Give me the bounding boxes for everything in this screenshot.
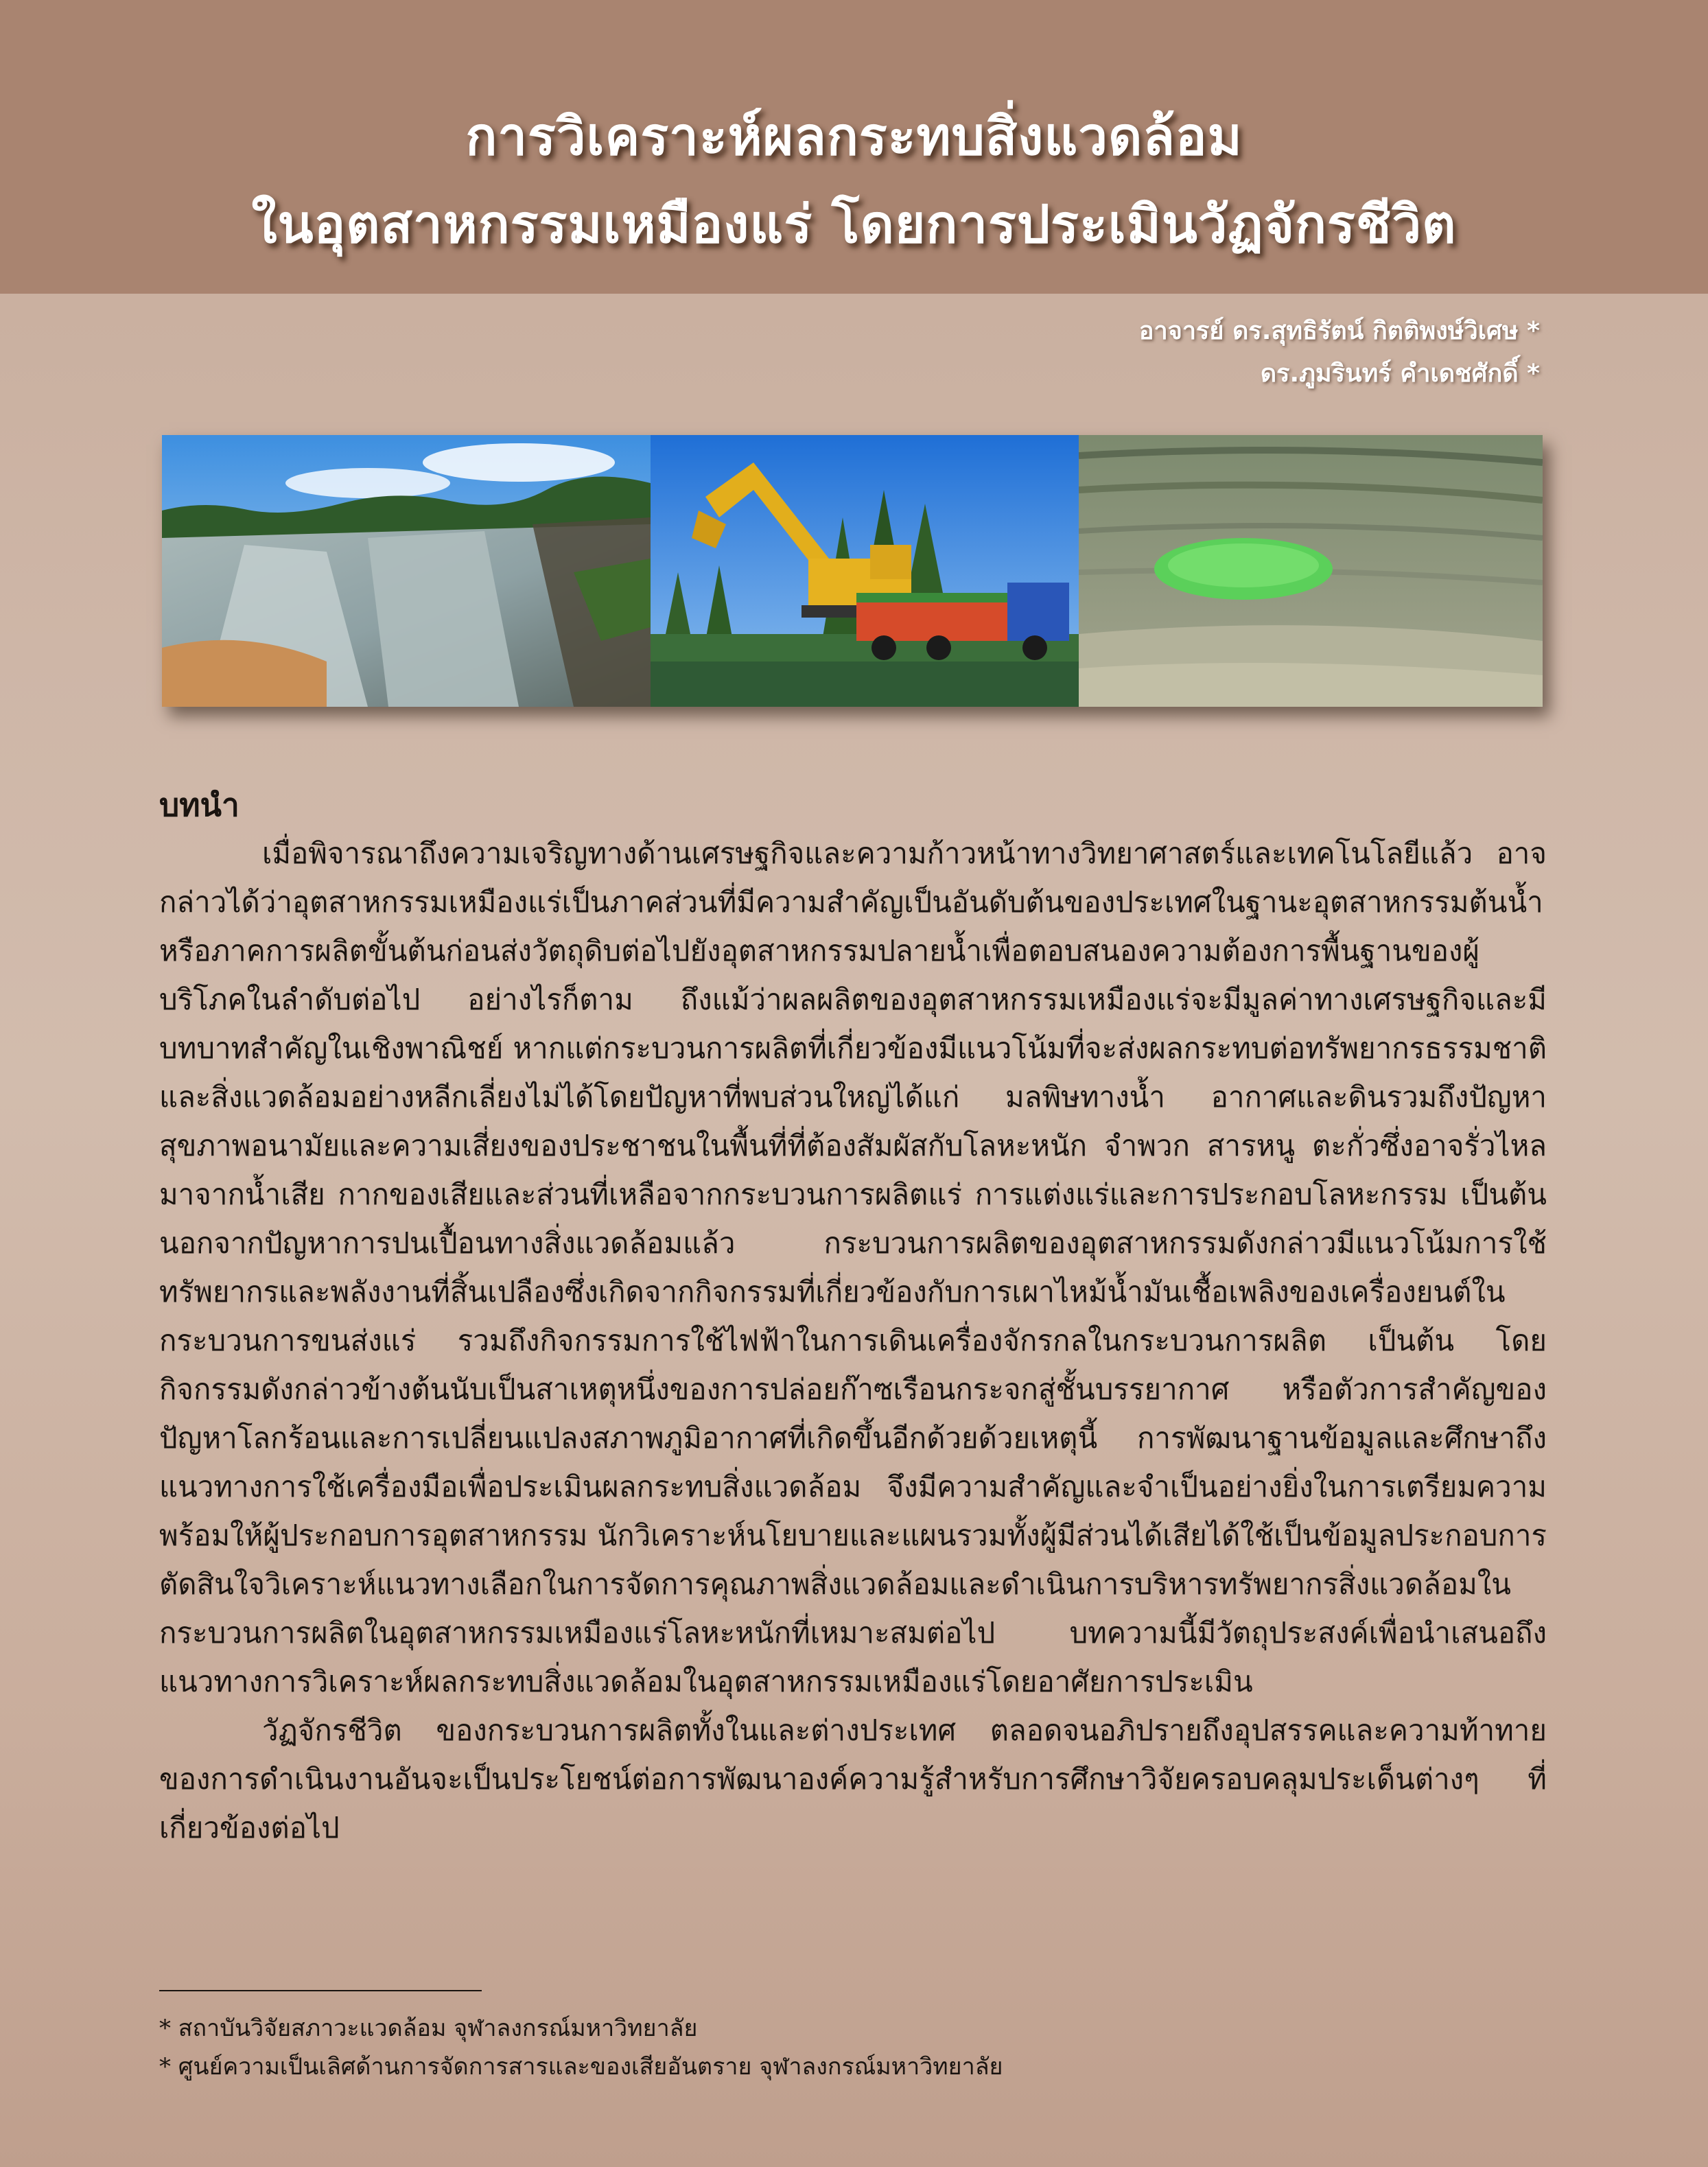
footnote-divider <box>159 1990 482 1991</box>
footnote-1: * สถาบันวิจัยสภาวะแวดล้อม จุฬาลงกรณ์มหาวิทยาลัย <box>159 2015 698 2042</box>
author-1: อาจารย์ ดร.สุทธิรัตน์ กิตติพงษ์วิเศษ * <box>1138 317 1540 345</box>
title-line-1: การวิเคราะห์ผลกระทบสิ่งแวดล้อม <box>465 106 1243 167</box>
author-2: ดร.ภูมรินทร์ คำเดชศักดิ์ * <box>1260 360 1540 388</box>
footnotes <box>159 1990 1257 2086</box>
article-body <box>159 781 1547 1852</box>
photo-strip <box>162 435 1543 707</box>
page-title <box>0 93 1708 268</box>
intro-paragraph-2: วัฏจักรชีวิต ของกระบวนการผลิตทั้งในและต่างประเทศ ตลอดจนอภิปรายถึงอุปสรรคและความท้าทายของการดำเนินงานอันจะเป็นประโยชน์ต่อการพัฒนาองค์ความรู้สำหรับการศึกษาวิจัยครอบคลุมประเด็นต่างๆ ที่เกี่ยวข้องต่อไป <box>159 1713 1547 1844</box>
excavator-truck-photo <box>651 435 1079 707</box>
author-list <box>1139 310 1540 395</box>
footnote-2: * ศูนย์ความเป็นเลิศด้านการจัดการสารและของเสียอันตราย จุฬาลงกรณ์มหาวิทยาลัย <box>159 2053 1003 2081</box>
title-line-2: ในอุตสาหกรรมเหมืองแร่ โดยการประเมินวัฏจักรชีวิต <box>251 194 1457 255</box>
open-pit-mine-photo <box>1079 435 1543 707</box>
intro-paragraph-1: เมื่อพิจารณาถึงความเจริญทางด้านเศรษฐกิจและความก้าวหน้าทางวิทยาศาสตร์และเทคโนโลยีแล้ว อาจกล่าวได้ว่าอุตสาหกรรมเหมืองแร่เป็นภาคส่วนที่มีความสำคัญเป็นอันดับต้นของประเทศในฐานะอุตสาหกรรมต้นน้ำ หรือภาคการผลิตขั้นต้นก่อนส่งวัตถุดิบต่อไปยังอุตสาหกรรมปลายน้ำเพื่อตอบสนองความต้องการพื้นฐานของผู้บริโภคในลำดับต่อไป อย่างไรก็ตาม ถึงแม้ว่าผลผลิตของอุตสาหกรรมเหมืองแร่จะมีมูลค่าทางเศรษฐกิจและมีบทบาทสำคัญในเชิงพาณิชย์ หากแต่กระบวนการผลิตที่เกี่ยวข้องมีแนวโน้มที่จะส่งผลกระทบต่อทรัพยากรธรรมชาติและสิ่งแวดล้อมอย่างหลีกเลี่ยงไม่ได้โดยปัญหาที่พบส่วนใหญ่ได้แก่ มลพิษทางน้ำ อากาศและดินรวมถึงปัญหาสุขภาพอนามัยและความเสี่ยงของประชาชนในพื้นที่ที่ต้องสัมผัสกับโลหะหนัก จำพวก สารหนู ตะกั่วซึ่งอาจรั่วไหลมาจากน้ำเสีย กากของเสียและส่วนที่เหลือจากกระบวนการผลิตแร่ การแต่งแร่และการประกอบโลหะกรรม เป็นต้น นอกจากปัญหาการปนเปื้อนทางสิ่งแวดล้อมแล้ว กระบวนการผลิตของอุตสาหกรรมดังกล่าวมีแนวโน้มการใช้ทรัพยากรและพลังงานที่สิ้นเปลืองซึ่งเกิดจากกิจกรรมที่เกี่ยวข้องกับการเผาไหม้น้ำมันเชื้อเพลิงของเครื่องยนต์ในกระบวนการขนส่งแร่ รวมถึงกิจกรรมการใช้ไฟฟ้าในการเดินเครื่องจักรกลในกระบวนการผลิต เป็นต้น โดยกิจกรรมดังกล่าวข้างต้นนับเป็นสาเหตุหนึ่งของการปล่อยก๊าซเรือนกระจกสู่ชั้นบรรยากาศ หรือตัวการสำคัญของปัญหาโลกร้อนและการเปลี่ยนแปลงสภาพภูมิอากาศที่เกิดขึ้นอีกด้วยด้วยเหตุนี้ การพัฒนาฐานข้อมูลและศึกษาถึงแนวทางการใช้เครื่องมือเพื่อประเมินผลกระทบสิ่งแวดล้อม จึงมีความสำคัญและจำเป็นอย่างยิ่งในการเตรียมความพร้อมให้ผู้ประกอบการอุตสาหกรรม นักวิเคราะห์นโยบายและแผนรวมทั้งผู้มีส่วนได้เสียได้ใช้เป็นข้อมูลประกอบการตัดสินใจวิเคราะห์แนวทางเลือกในการจัดการคุณภาพสิ่งแวดล้อมและดำเนินการบริหารทรัพยากรสิ่งแวดล้อมในกระบวนการผลิตในอุตสาหกรรมเหมืองแร่โลหะหนักที่เหมาะสมต่อไป บทความนี้มีวัตถุประสงค์เพื่อนำเสนอถึงแนวทางการวิเคราะห์ผลกระทบสิ่งแวดล้อมในอุตสาหกรรมเหมืองแร่โดยอาศัยการประเมิน <box>159 836 1547 1698</box>
section-heading: บทนำ <box>159 786 239 823</box>
title-banner <box>0 0 1708 294</box>
quarry-cliff-photo <box>162 435 651 707</box>
